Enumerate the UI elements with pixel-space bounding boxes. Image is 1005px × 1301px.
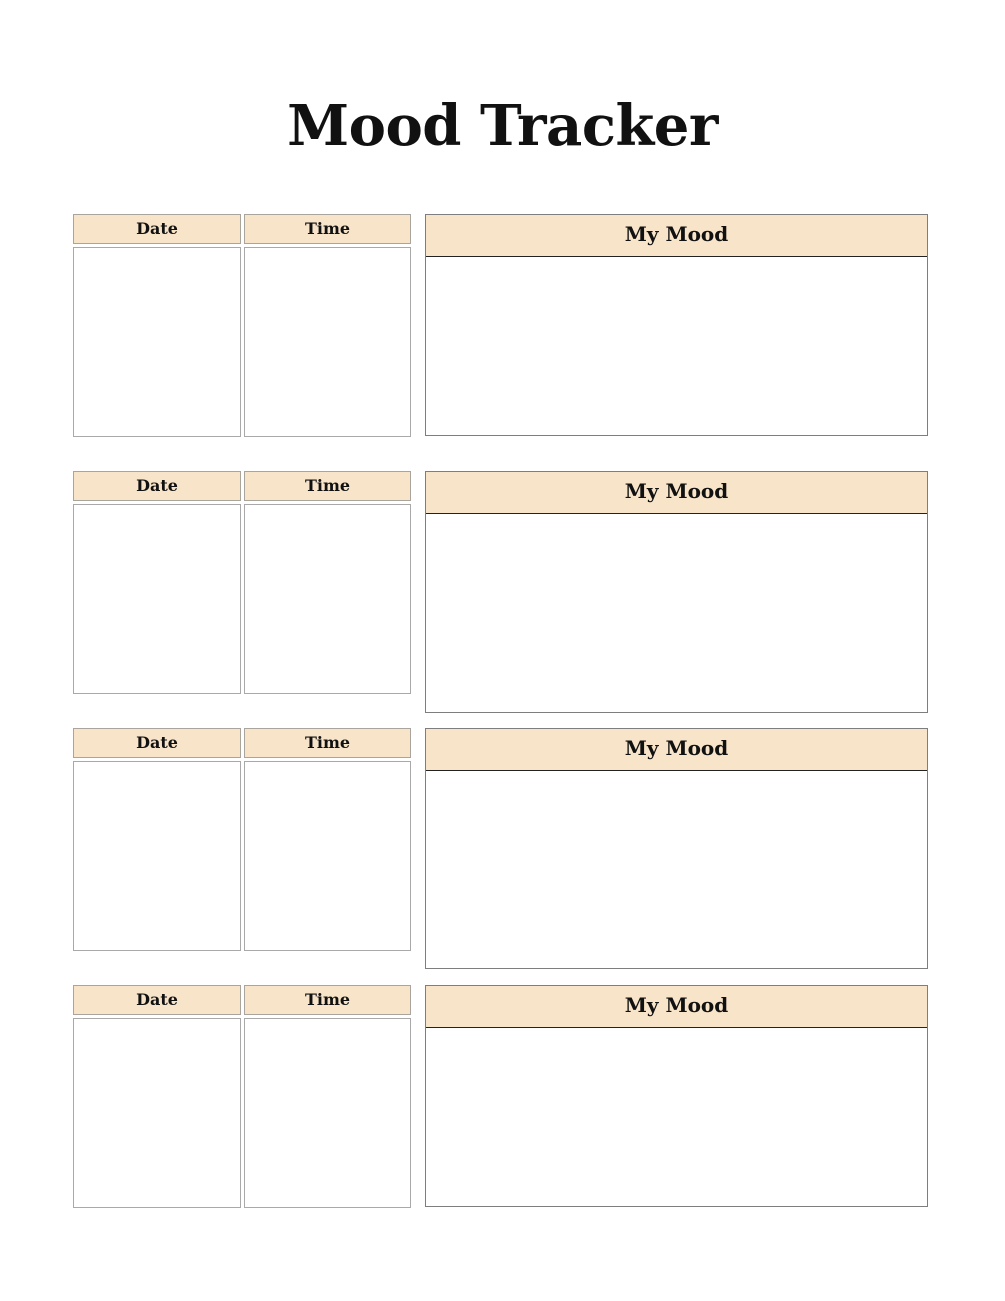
mood-panel [425,728,928,969]
mood-panel [425,471,928,713]
mood-header: My Mood [426,472,927,514]
date-field[interactable] [73,761,241,951]
page-title: Mood Tracker [287,93,718,159]
time-field[interactable] [244,1018,411,1208]
time-field[interactable] [244,761,411,951]
date-field[interactable] [73,1018,241,1208]
mood-panel [425,985,928,1207]
mood-entry [0,728,1005,952]
time-field[interactable] [244,247,411,437]
date-header: Date [73,471,241,501]
date-field[interactable] [73,247,241,437]
mood-entry [0,214,1005,438]
time-header: Time [244,985,411,1015]
mood-field[interactable] [426,514,927,712]
mood-panel [425,214,928,436]
mood-entry [0,985,1005,1209]
mood-entry [0,471,1005,695]
mood-field[interactable] [426,771,927,968]
mood-header: My Mood [426,986,927,1028]
mood-field[interactable] [426,1028,927,1206]
mood-field[interactable] [426,257,927,435]
date-header: Date [73,728,241,758]
time-field[interactable] [244,504,411,694]
time-header: Time [244,214,411,244]
mood-header: My Mood [426,215,927,257]
date-header: Date [73,985,241,1015]
time-header: Time [244,471,411,501]
date-header: Date [73,214,241,244]
mood-header: My Mood [426,729,927,771]
time-header: Time [244,728,411,758]
date-field[interactable] [73,504,241,694]
